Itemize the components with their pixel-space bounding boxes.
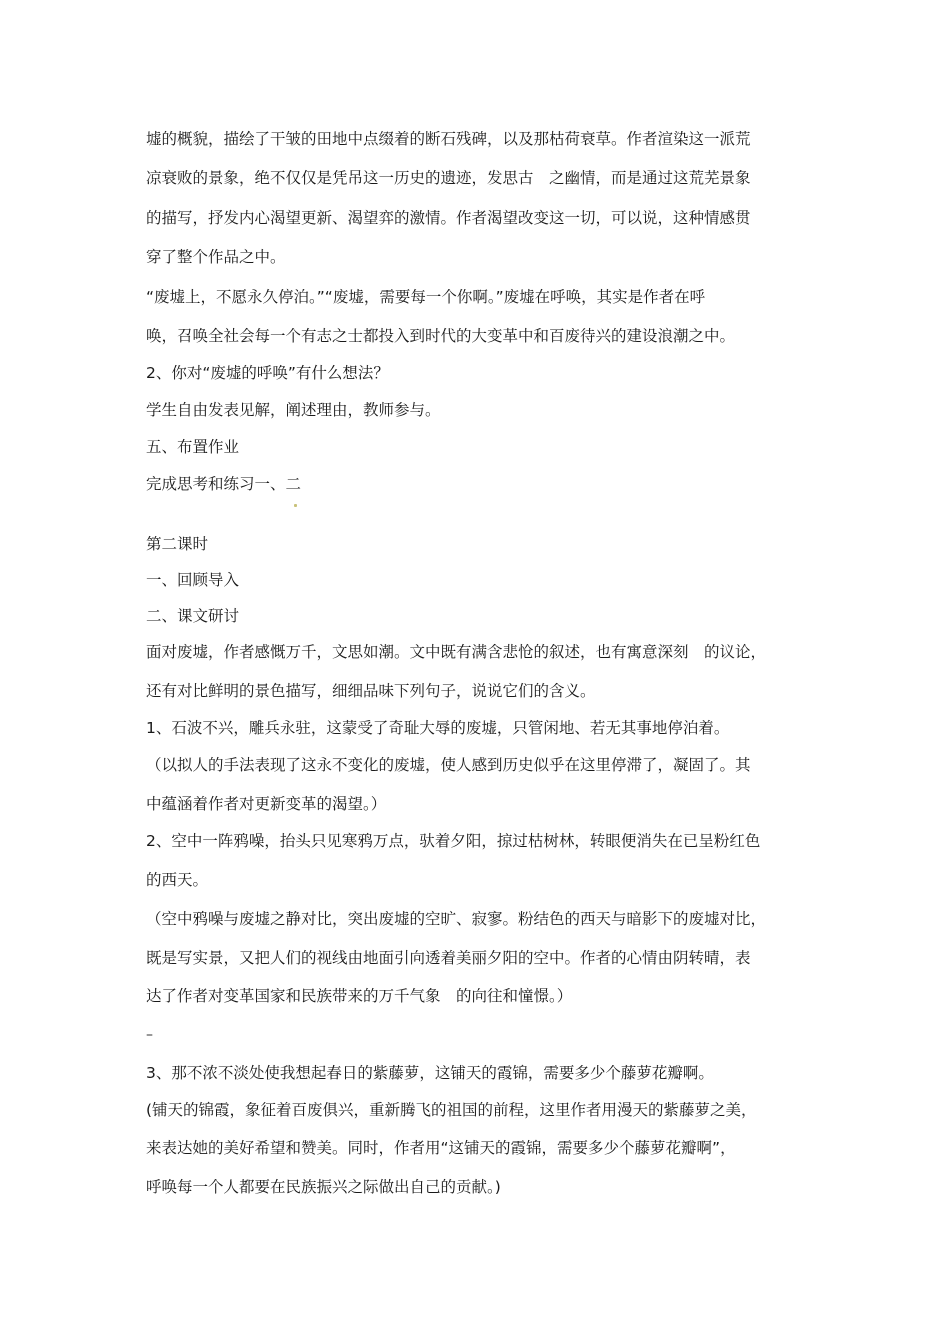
speck-mark [294, 504, 297, 507]
numbered-item: 3、那不浓不淡处使我想起春日的紫藤萝，这铺天的霞锦，需要多少个藤萝花瓣啊。 [146, 1064, 714, 1082]
text-line: 来表达她的美好希望和赞美。同时，作者用“这铺天的霞锦，需要多少个藤萝花瓣啊”， [146, 1139, 736, 1157]
text-line: 还有对比鲜明的景色描写，细细品味下列句子，说说它们的含义。 [146, 682, 596, 700]
text-line: （以拟人的手法表现了这永不变化的废墟，使人感到历史似乎在这里停滞了，凝固了。其 [146, 756, 751, 774]
text-line: 凉衰败的景象，绝不仅仅是凭吊这一历史的遗迹，发思古 之幽情，而是通过这荒芜景象 [146, 169, 751, 187]
text-line: 的描写，抒发内心渴望更新、渴望弈的激情。作者渴望改变这一切，可以说，这种情感贯 [146, 209, 751, 227]
section-heading: 五、布置作业 [146, 438, 240, 456]
text-line: 墟的概貌，描绘了干皱的田地中点缀着的断石残碑，以及那枯荷衰草。作者渲染这一派荒 [146, 130, 751, 148]
text-line: （空中鸦噪与废墟之静对比，突出废墟的空旷、寂寥。粉结色的西天与暗影下的废墟对比， [146, 910, 767, 928]
text-line: 穿了整个作品之中。 [146, 248, 286, 266]
section-heading: 一、回顾导入 [146, 571, 240, 589]
text-line: 面对废墟，作者感慨万千，文思如潮。文中既有满含悲怆的叙述，也有寓意深刻 的议论， [146, 643, 767, 661]
text-line: 既是写实景，又把人们的视线由地面引向透着美丽夕阳的空中。作者的心情由阴转晴，表 [146, 949, 751, 967]
text-line: “废墟上，不愿永久停泊。”“废墟，需要每一个你啊。”废墟在呼唤，其实是作者在呼 [146, 288, 706, 306]
text-line: 呼唤每一个人都要在民族振兴之际做出自己的贡献。) [146, 1178, 501, 1196]
section-heading: 二、课文研讨 [146, 607, 240, 625]
text-line: 中蕴涵着作者对更新变革的渴望。） [146, 795, 387, 813]
numbered-item: 1、石波不兴，雕兵永驻，这蒙受了奇耻大辱的废墟，只管闲地、若无其事地停泊着。 [146, 719, 730, 737]
numbered-item: 2、空中一阵鸦噪，抬头只见寒鸦万点，驮着夕阳，掠过枯树林，转眼便消失在已呈粉红色 [146, 832, 761, 850]
text-line: 完成思考和练习一、二 [146, 475, 302, 493]
text-line: (铺天的锦霞，象征着百废俱兴，重新腾飞的祖国的前程，这里作者用漫天的紫藤萝之美， [146, 1101, 757, 1119]
lesson-heading: 第二课时 [146, 535, 209, 553]
text-line: 学生自由发表见解，阐述理由，教师参与。 [146, 401, 441, 419]
text-line: 达了作者对变革国家和民族带来的万千气象 的向往和憧憬。） [146, 987, 573, 1005]
text-line: 唤，召唤全社会每一个有志之士都投入到时代的大变革中和百废待兴的建设浪潮之中。 [146, 327, 736, 345]
dash-mark: – [146, 1027, 153, 1043]
text-line: 的西天。 [146, 871, 209, 889]
question-item: 2、你对“废墟的呼唤”有什么想法？ [146, 364, 389, 382]
